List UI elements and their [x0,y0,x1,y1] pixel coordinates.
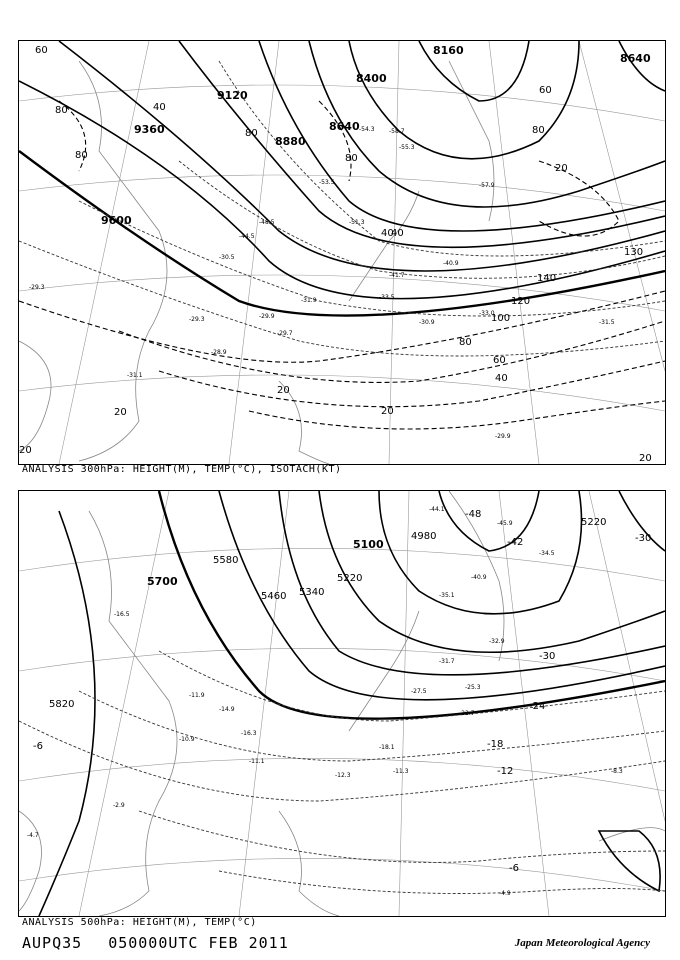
temp-value: -2.9 [113,802,125,809]
temp-value: -31.1 [127,372,143,379]
temp-value: -35.1 [439,592,455,599]
temp-value: -33.0 [479,310,495,317]
temp-value: -29.3 [29,284,45,291]
height-label: 5580 [213,555,239,566]
temp-label: -12 [497,766,514,777]
height-label: 8400 [356,72,387,85]
height-label: 8640 [620,52,651,65]
temp-value: -14.9 [219,706,235,713]
isotach-label: 130 [624,247,644,258]
temp-value: -11.9 [189,692,205,699]
isotach-label: 20 [114,407,127,418]
temp-labels-500 [33,509,651,874]
temp-value: -57.9 [479,182,495,189]
height-label: 8640 [329,120,360,133]
height-label: 9600 [101,214,132,227]
height-label: 5220 [581,517,607,528]
temp-label: -6 [33,741,43,752]
isotach-label: 20 [277,385,290,396]
height-label: 5460 [261,591,287,602]
temp-value: -29.3 [189,316,205,323]
temp-value: -16.5 [114,611,130,618]
height-label: 5820 [49,699,75,710]
height-label: 5100 [353,538,384,551]
temp-label: -24 [529,701,546,712]
temp-value: -28.9 [211,349,227,356]
temp-value: -55.3 [399,144,415,151]
temp-value: -25.3 [465,684,481,691]
height-label: 8880 [275,135,306,148]
temp-value: -30.5 [219,254,235,261]
temp-value: -29.9 [495,433,511,440]
isotach-label: 20 [639,453,652,464]
temp-value: -4.7 [27,832,39,839]
isotach-label: 40 [495,373,508,384]
isotach-label: 120 [511,296,531,307]
caption-500hpa: ANALYSIS 500hPa: HEIGHT(M), TEMP(°C) [22,917,257,928]
height-labels-300 [101,44,651,227]
isotach-label: 40 [381,228,394,239]
graticule-500 [19,491,665,916]
coastline-500 [19,491,665,916]
isotach-label: 60 [539,85,552,96]
map-300hpa [19,41,665,464]
temp-value: -18.1 [379,744,395,751]
temp-value: -10.9 [179,736,195,743]
temp-value: -29.7 [277,330,293,337]
coastline-300 [19,61,494,464]
isotach-label: 140 [537,273,557,284]
temp-value: -30.9 [419,319,435,326]
caption-300hpa: ANALYSIS 300hPa: HEIGHT(M), TEMP(°C), ISOTACH(KT) [22,464,342,475]
temp-value: -34.5 [539,550,555,557]
isotachs-300 [19,101,665,429]
height-label: 5220 [337,573,363,584]
temp-value: -31.7 [439,658,455,665]
temp-value: -8.3 [611,768,623,775]
chart-500hpa [18,490,666,917]
isotach-label: 80 [55,105,68,116]
isotach-label: 80 [345,153,358,164]
temp-label: -6 [509,863,519,874]
temp-label: -48 [465,509,482,520]
height-contours-300 [19,41,665,316]
temp-value: -53.5 [319,179,335,186]
temp-label: -42 [507,537,524,548]
height-label: 5340 [299,587,325,598]
valid-time: 050000UTC FEB 2011 [108,934,289,952]
temp-value: -16.3 [241,730,257,737]
temp-value: -12.3 [335,772,351,779]
temp-value: -54.3 [359,126,375,133]
height-label: 5700 [147,575,178,588]
isotach-label: 100 [491,313,511,324]
temp-value: -32.9 [489,638,505,645]
map-500hpa [19,491,665,916]
temp-value: -27.5 [411,688,427,695]
product-code: AUPQ35 [22,934,83,952]
temp-value: -41.7 [389,272,405,279]
temp-value: -40.9 [471,574,487,581]
temp-label: -18 [487,739,504,750]
temp-value: -33.5 [379,294,395,301]
height-label: 8160 [433,44,464,57]
temp-value: -44.1 [429,506,445,513]
isotach-label: 20 [555,163,568,174]
isotach-labels-300 [19,45,652,464]
isotach-label: 60 [35,45,48,56]
temp-value: -11.3 [393,768,409,775]
temp-value: -44.5 [239,233,255,240]
isotach-label: 80 [245,128,258,139]
isotach-label: 80 [532,125,545,136]
temp-value: -22.7 [459,710,475,717]
temp-value: -40.9 [443,260,459,267]
isotach-label: 20 [19,445,32,456]
temp-values-300 [29,126,615,440]
height-label: 4980 [411,531,437,542]
temp-value: -31.5 [599,319,615,326]
isotach-label: 20 [381,406,394,417]
temp-value: -11.1 [249,758,265,765]
footer-product-line [22,934,315,952]
isotach-label: 40 [153,102,166,113]
isotach-label: 60 [493,355,506,366]
temp-value: -58.7 [389,128,405,135]
temp-value: -31.9 [301,297,317,304]
isotach-label: 80 [459,337,472,348]
isotach-label: 80 [75,150,88,161]
temp-value: -29.9 [259,313,275,320]
height-label: 9360 [134,123,165,136]
temp-value: -48.5 [259,219,275,226]
height-label: 9120 [217,89,248,102]
temp-label: -30 [635,533,652,544]
height-contours-500 [39,491,665,916]
temp-value: -51.3 [349,219,365,226]
temp-label: -30 [539,651,556,662]
temp-value: -4.9 [499,890,511,897]
agency-name: Japan Meteorological Agency [514,937,650,949]
chart-300hpa [18,40,666,465]
temp-value: -45.9 [497,520,513,527]
isotach-label: 40 [391,228,404,239]
graticule-300 [19,41,665,464]
